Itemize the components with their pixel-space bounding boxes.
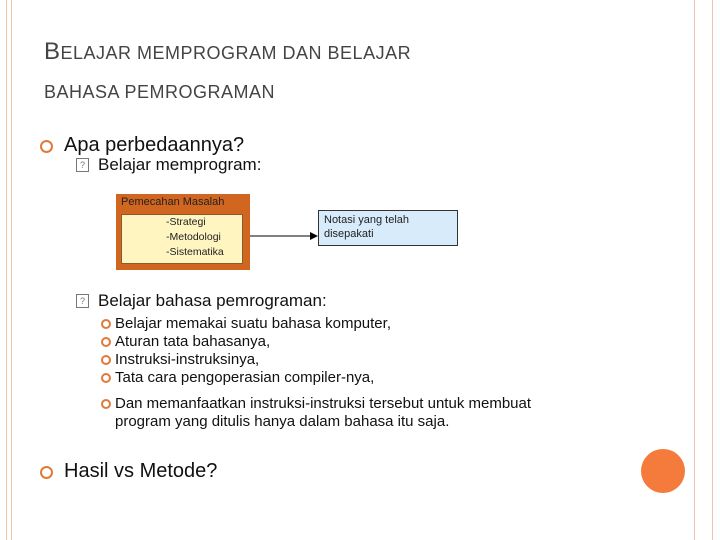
- circle-bullet-icon: [40, 466, 53, 479]
- inner-line: -Strategi: [166, 216, 206, 228]
- list-item-text: Belajar memakai suatu bahasa komputer,: [115, 315, 391, 332]
- diagram-outer-box: [116, 194, 250, 270]
- sub-bullet-text: Belajar memprogram:: [98, 155, 262, 174]
- diagram-inner-box: [121, 214, 243, 264]
- title-rest: ELAJAR MEMPROGRAM DAN BELAJAR: [60, 43, 412, 63]
- sub-bullet-text: Belajar bahasa pemrograman:: [98, 291, 327, 310]
- list-item-text: Aturan tata bahasanya,: [115, 333, 271, 350]
- title-initial: B: [44, 38, 61, 65]
- box-bullet-icon: ?: [76, 294, 89, 308]
- outer-box-label: Pemecahan Masalah: [121, 196, 225, 208]
- frame-line-left-inner: [11, 0, 12, 540]
- circle-bullet-icon: [101, 337, 111, 347]
- bullet-text: Hasil vs Metode?: [64, 460, 218, 482]
- circle-bullet-icon: [101, 373, 111, 383]
- frame-line-left: [6, 0, 7, 540]
- list-item-text: Instruksi-instruksinya,: [115, 351, 260, 368]
- circle-bullet-icon: [101, 319, 111, 329]
- arrow-right-icon: [250, 230, 320, 242]
- diagram-right-box: Notasi yang telah disepakati: [318, 210, 458, 246]
- slide-title-line1: [44, 38, 411, 66]
- inner-line: -Metodologi: [166, 231, 221, 243]
- list-item-text: Dan memanfaatkan instruksi-instruksi tersebut untuk membuat: [115, 395, 532, 412]
- circle-bullet-icon: [101, 355, 111, 365]
- circle-bullet-icon: [40, 140, 53, 153]
- frame-line-right-outer: [712, 0, 713, 540]
- inner-line: -Sistematika: [166, 246, 224, 258]
- box-bullet-icon: ?: [76, 158, 89, 172]
- circle-bullet-icon: [101, 399, 111, 409]
- frame-line-right: [694, 0, 695, 540]
- bullet-text: Apa perbedaannya?: [64, 134, 245, 156]
- slide-title-line2: BAHASA PEMROGRAMAN: [44, 82, 276, 102]
- list-item-text: Tata cara pengoperasian compiler-nya,: [115, 369, 375, 386]
- list-item-text-cont: program yang ditulis hanya dalam bahasa itu saja.: [115, 413, 450, 430]
- accent-circle: [641, 449, 685, 493]
